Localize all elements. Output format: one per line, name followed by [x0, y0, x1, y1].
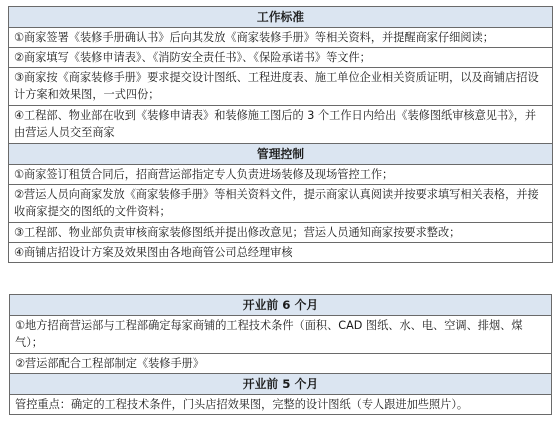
standards-item-1: ①商家签署《装修手册确认书》后向其发放《商家装修手册》等相关资料，并提醒商家仔细阅读；: [9, 28, 553, 48]
five-months-header: 开业前 5 个月: [10, 374, 552, 395]
opening-schedule-table: [9, 294, 552, 415]
five-months-item-1: 管控重点：确定的工程技术条件，门头店招效果图，完整的设计图纸（专人跟进加些照片）。: [10, 395, 552, 415]
management-item-2: ②营运人员向商家发放《商家装修手册》等相关资料文件，提示商家认真阅读并按要求填写相关表格，并接收商家提交的图纸的文件资料；: [9, 185, 553, 223]
six-months-item-1: ①地方招商营运部与工程部确定每家商铺的工程技术条件（面积、CAD 图纸、水、电、空调、排烟、煤气）；: [10, 316, 552, 354]
management-item-1: ①商家签订租赁合同后，招商营运部指定专人负责进场装修及现场管控工作；: [9, 165, 553, 185]
standards-item-3: ③商家按《商家装修手册》要求提交设计图纸、工程进度表、施工单位企业相关资质证明，以及商铺店招设计方案和效果图，一式四份；: [9, 68, 553, 106]
management-item-4: ④商铺店招设计方案及效果图由各地商管公司总经理审核: [9, 243, 553, 263]
six-months-header: 开业前 6 个月: [10, 295, 552, 316]
work-standards-table: [8, 6, 553, 263]
work-standards-header: 工作标准: [9, 7, 553, 28]
management-item-3: ③工程部、物业部负责审核商家装修图纸并提出修改意见；营运人员通知商家按要求整改；: [9, 223, 553, 243]
standards-item-2: ②商家填写《装修申请表》、《消防安全责任书》、《保险承诺书》等文件；: [9, 48, 553, 68]
management-control-header: 管理控制: [9, 144, 553, 165]
standards-item-4: ④工程部、物业部在收到《装修申请表》和装修施工图后的 3 个工作日内给出《装修图纸审核意见书》，并由营运人员交至商家: [9, 106, 553, 144]
six-months-item-2: ②营运部配合工程部制定《装修手册》: [10, 354, 552, 374]
